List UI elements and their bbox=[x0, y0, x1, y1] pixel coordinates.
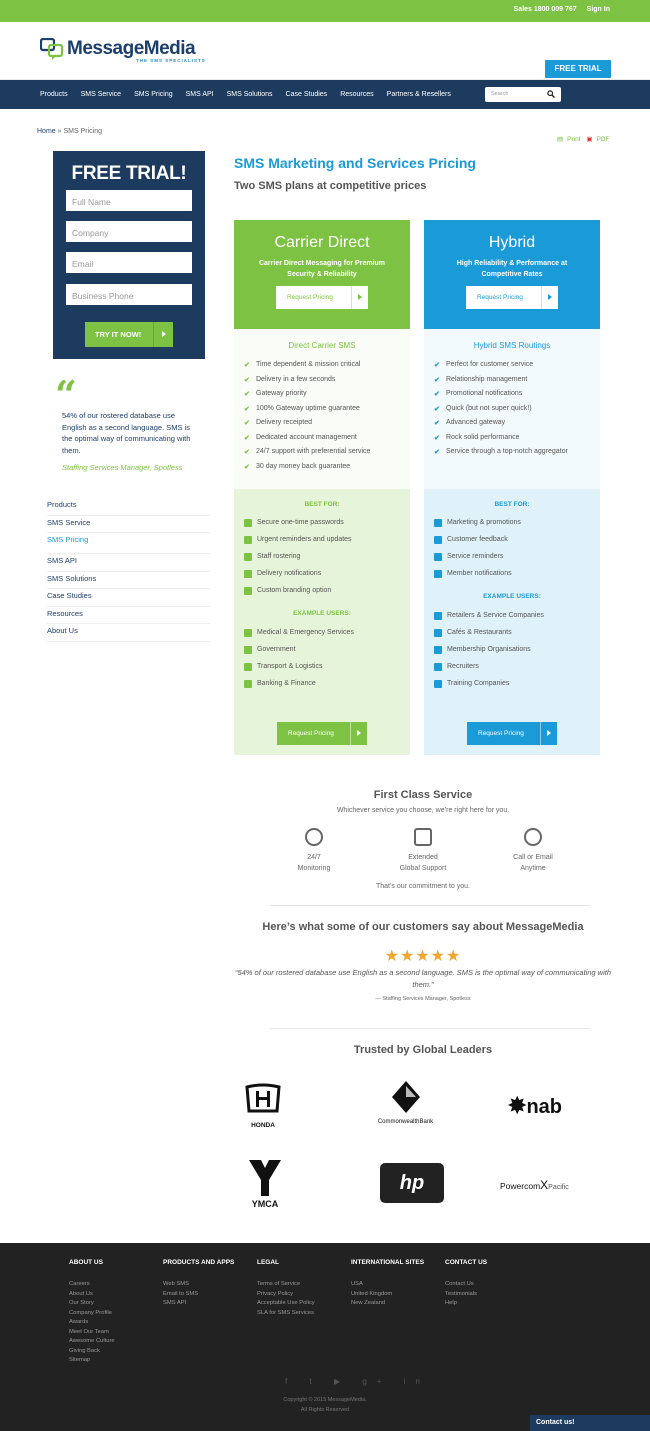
best-for-item bbox=[244, 570, 352, 587]
example-user-text: Government bbox=[257, 646, 296, 653]
footer-column bbox=[257, 1259, 315, 1319]
feature-label: Rock solid performance bbox=[446, 433, 520, 441]
footer-link[interactable]: Web SMS bbox=[163, 1281, 189, 1287]
feature-label: Promotional notifications bbox=[446, 390, 523, 397]
request-pricing-button[interactable] bbox=[277, 722, 367, 745]
membership-icon bbox=[434, 646, 442, 654]
feedback-icon bbox=[434, 536, 442, 544]
footer-column bbox=[69, 1259, 115, 1367]
arrow-right-icon bbox=[153, 322, 173, 347]
footer-link[interactable]: Acceptable Use Policy bbox=[257, 1300, 315, 1306]
example-user-item bbox=[244, 646, 354, 663]
plan-subtitle: Direct Carrier SMS bbox=[288, 341, 356, 350]
footer-column bbox=[163, 1259, 234, 1310]
best-for-text: Service reminders bbox=[447, 553, 504, 560]
check-icon: ✔ bbox=[434, 420, 440, 427]
staff-icon bbox=[244, 553, 252, 561]
best-for-item bbox=[434, 570, 521, 587]
bank-icon bbox=[244, 680, 252, 688]
free-trial-button[interactable]: FREE TRIAL bbox=[545, 60, 611, 78]
breadcrumb-current: SMS Pricing bbox=[63, 128, 102, 135]
best-for-item bbox=[244, 553, 352, 570]
footer-link[interactable]: Help bbox=[445, 1300, 457, 1306]
check-icon: ✔ bbox=[244, 391, 250, 398]
star-rating-icon: ★★★★★ bbox=[384, 948, 462, 965]
example-user-item bbox=[244, 663, 354, 680]
email-field[interactable]: Email bbox=[66, 252, 192, 273]
commbank-text: CommonwealthBank bbox=[377, 1119, 434, 1125]
powercom-text: Powercom bbox=[500, 1181, 541, 1191]
linkedin-icon[interactable]: in bbox=[403, 1377, 430, 1386]
logo-tagline: THE SMS SPECIALISTS bbox=[136, 58, 206, 63]
example-user-text: Banking & Finance bbox=[257, 680, 316, 687]
feature-item bbox=[434, 405, 568, 420]
feature-item bbox=[244, 390, 370, 405]
government-icon bbox=[244, 646, 252, 654]
plan-carrier-direct bbox=[234, 220, 410, 755]
service-line2: Anytime bbox=[520, 865, 546, 872]
check-icon: ✔ bbox=[434, 391, 440, 398]
footer-link[interactable]: Our Story bbox=[69, 1300, 94, 1306]
footer-link[interactable]: Privacy Policy bbox=[257, 1290, 294, 1297]
customers-title: Here’s what some of our customers say about MessageMedia bbox=[262, 921, 584, 933]
megaphone-icon bbox=[434, 519, 442, 527]
customer-quote: “54% of our rostered database use English as a second language. SMS is the optimal way of communicating with them.” bbox=[234, 968, 612, 989]
check-icon: ✔ bbox=[244, 362, 250, 369]
commbank-diamond-icon bbox=[391, 1080, 421, 1114]
plan-name: Hybrid bbox=[488, 234, 536, 251]
service-subtitle: Whichever service you choose, we’re right here for you. bbox=[336, 807, 510, 814]
search-icon[interactable] bbox=[547, 90, 555, 98]
honda-text: HONDA bbox=[251, 1122, 275, 1129]
print-link[interactable]: Print bbox=[567, 136, 581, 143]
pdf-icon[interactable]: ▣ bbox=[586, 136, 593, 143]
nav-item-sms-api[interactable]: SMS API bbox=[185, 91, 214, 98]
contact-us-tab[interactable]: Contact us! bbox=[530, 1415, 650, 1431]
divider bbox=[270, 1028, 590, 1029]
service-item bbox=[383, 828, 463, 874]
nab-text: nab bbox=[526, 1096, 562, 1118]
hp-text: hp bbox=[399, 1172, 425, 1194]
best-for-item bbox=[244, 536, 352, 553]
globe-icon bbox=[414, 828, 432, 846]
full-name-field[interactable]: Full Name bbox=[66, 190, 192, 211]
feature-item bbox=[434, 434, 568, 449]
footer-heading: PRODUCTS AND APPS bbox=[163, 1259, 235, 1266]
powercom-x-icon: X bbox=[540, 1178, 549, 1192]
social-links bbox=[285, 1377, 430, 1386]
example-user-text: Retailers & Service Companies bbox=[447, 612, 544, 619]
feature-label: Time dependent & mission critical bbox=[256, 361, 361, 368]
service-line1: Extended bbox=[408, 854, 438, 861]
page-subtitle: Two SMS plans at competitive prices bbox=[234, 180, 427, 192]
request-pricing-label: Request Pricing bbox=[477, 294, 523, 301]
footer-link[interactable]: Awards bbox=[69, 1319, 89, 1325]
rights-text: All Rights Reserved bbox=[300, 1407, 350, 1413]
feature-label: Service through a top-notch aggregator bbox=[446, 448, 568, 455]
footer-link[interactable]: About Us bbox=[69, 1290, 93, 1297]
ymca-text: YMCA bbox=[251, 1199, 279, 1209]
feature-label: Quick (but not super quick!) bbox=[446, 404, 532, 412]
nav-item-partners[interactable]: Partners & Resellers bbox=[386, 91, 451, 98]
nav-item-products[interactable]: Products bbox=[40, 91, 68, 98]
divider bbox=[270, 905, 590, 906]
request-pricing-label: Request Pricing bbox=[478, 730, 524, 737]
footer-heading: LEGAL bbox=[257, 1259, 280, 1266]
best-for-item bbox=[244, 519, 352, 536]
honda-logo bbox=[243, 1083, 283, 1129]
check-icon: ✔ bbox=[434, 434, 440, 442]
feature-item bbox=[244, 434, 370, 449]
example-user-item bbox=[244, 680, 354, 697]
example-users-label: EXAMPLE USERS: bbox=[483, 593, 541, 600]
example-user-item bbox=[434, 629, 544, 646]
example-user-item bbox=[244, 629, 354, 646]
plan-subtitle: Hybrid SMS Routings bbox=[473, 341, 551, 350]
copyright-text: Copyright © 2015 MessageMedia. bbox=[283, 1397, 367, 1403]
logo-name: MessageMedia bbox=[67, 38, 196, 59]
sidenav-item-resources[interactable]: Resources bbox=[47, 607, 210, 625]
nav-item-case-studies[interactable]: Case Studies bbox=[285, 91, 328, 98]
feature-item bbox=[244, 448, 370, 463]
footer-link[interactable]: Careers bbox=[69, 1281, 90, 1287]
feature-item bbox=[244, 405, 370, 420]
sidenav-item-case-studies[interactable]: Case Studies bbox=[47, 589, 210, 607]
nav-item-sms-solutions[interactable]: SMS Solutions bbox=[226, 91, 273, 98]
example-user-item bbox=[434, 663, 544, 680]
quote-icon: “ bbox=[55, 372, 77, 417]
footer-link[interactable]: Contact Us bbox=[445, 1281, 474, 1287]
footer-link[interactable]: Awesome Culture bbox=[69, 1338, 115, 1344]
nav-item-sms-service[interactable]: SMS Service bbox=[80, 91, 122, 98]
free-trial-title: FREE TRIAL! bbox=[71, 163, 187, 184]
check-icon: ✔ bbox=[244, 420, 250, 427]
example-user-item bbox=[434, 680, 544, 697]
example-users-label: EXAMPLE USERS: bbox=[293, 610, 351, 617]
best-for-text: Urgent reminders and updates bbox=[257, 536, 352, 543]
store-icon bbox=[434, 612, 442, 620]
truck-icon bbox=[244, 663, 252, 671]
request-pricing-button[interactable] bbox=[467, 722, 557, 745]
customer-author: — Staffing Services Manager, Spotless bbox=[375, 996, 471, 1002]
sidenav-item-sms-pricing[interactable]: SMS Pricing bbox=[47, 533, 210, 554]
footer-link[interactable]: Testimonials bbox=[445, 1290, 477, 1297]
request-pricing-button[interactable] bbox=[276, 286, 368, 309]
plan-description: High Reliability & Performance at Competitive Rates bbox=[456, 260, 568, 278]
site-header bbox=[0, 22, 650, 80]
footer-link[interactable]: New Zealand bbox=[351, 1300, 386, 1306]
footer-link[interactable]: Meet Our Team bbox=[69, 1328, 109, 1335]
plan-features bbox=[234, 329, 410, 489]
footer-link[interactable]: Sitemap bbox=[69, 1357, 91, 1363]
delivery-icon bbox=[244, 570, 252, 578]
sidenav-item-sms-api[interactable]: SMS API bbox=[47, 554, 210, 572]
feature-label: Dedicated account management bbox=[256, 433, 357, 441]
feature-label: Delivery in a few seconds bbox=[256, 375, 336, 383]
best-for-text: Delivery notifications bbox=[257, 570, 322, 577]
best-for-item bbox=[434, 553, 521, 570]
commitment-text: That’s our commitment to you. bbox=[375, 883, 471, 890]
check-icon: ✔ bbox=[434, 362, 440, 369]
plan-best-for bbox=[234, 489, 410, 755]
feature-item bbox=[434, 361, 568, 376]
footer-link[interactable]: USA bbox=[351, 1281, 363, 1287]
copyright bbox=[0, 1395, 650, 1415]
google-plus-icon[interactable]: g+ bbox=[362, 1377, 392, 1386]
breadcrumb bbox=[37, 128, 102, 135]
feature-item bbox=[244, 361, 370, 376]
nab-star-icon: ✸ bbox=[508, 1093, 527, 1118]
footer-link[interactable]: United Kingdom bbox=[351, 1290, 393, 1297]
feature-label: 30 day money back guarantee bbox=[256, 462, 351, 470]
best-for-label: BEST FOR: bbox=[494, 501, 530, 508]
trusted-title: Trusted by Global Leaders bbox=[353, 1044, 493, 1056]
plan-description: Carrier Direct Messaging for Premium Security & Reliability bbox=[258, 260, 386, 278]
pen-icon bbox=[244, 587, 252, 595]
service-line2: Global Support bbox=[399, 865, 447, 872]
service-item bbox=[493, 828, 573, 874]
hp-logo bbox=[380, 1163, 444, 1203]
best-for-text: Custom branding option bbox=[257, 587, 332, 594]
sidenav-item-sms-service[interactable]: SMS Service bbox=[47, 516, 210, 534]
feature-label: Delivery receipted bbox=[256, 419, 313, 426]
cafe-icon bbox=[434, 629, 442, 637]
example-user-text: Membership Organisations bbox=[447, 646, 531, 653]
arrow-right-icon bbox=[540, 722, 557, 745]
nab-logo bbox=[499, 1093, 571, 1119]
footer-link[interactable]: Terms of Service bbox=[257, 1281, 301, 1287]
plan-header bbox=[424, 220, 600, 329]
feature-label: Gateway priority bbox=[256, 390, 307, 397]
service-line1: Call or Email bbox=[513, 854, 553, 861]
first-class-service bbox=[234, 789, 612, 814]
search-placeholder: Search bbox=[491, 91, 509, 97]
company-field[interactable]: Company bbox=[66, 221, 192, 242]
free-trial-form bbox=[53, 151, 205, 359]
print-icon[interactable]: ▤ bbox=[557, 136, 564, 143]
sign-in-link[interactable]: Sign In bbox=[586, 6, 610, 13]
top-bar bbox=[0, 0, 650, 22]
sidenav-item-products[interactable]: Products bbox=[47, 498, 210, 516]
example-user-text: Cafés & Restaurants bbox=[447, 629, 512, 636]
plan-header bbox=[234, 220, 410, 329]
feature-item bbox=[434, 376, 568, 391]
business-phone-field[interactable]: Business Phone bbox=[66, 284, 192, 305]
pacific-text: Pacific bbox=[548, 1184, 569, 1191]
feature-label: Relationship management bbox=[446, 375, 528, 383]
page-title: SMS Marketing and Services Pricing bbox=[234, 155, 476, 171]
plan-best-for bbox=[424, 489, 600, 755]
arrow-right-icon bbox=[350, 722, 367, 745]
footer-link[interactable]: Company Profile bbox=[69, 1309, 112, 1316]
feature-item bbox=[434, 419, 568, 434]
arrow-right-icon bbox=[351, 286, 368, 309]
best-for-text: Secure one-time passwords bbox=[257, 519, 344, 526]
main-nav bbox=[0, 80, 650, 109]
feature-item bbox=[434, 390, 568, 405]
youtube-icon[interactable]: ▶ bbox=[333, 1377, 351, 1386]
site-footer bbox=[0, 1243, 650, 1431]
request-pricing-button[interactable] bbox=[466, 286, 558, 309]
breadcrumb-separator: » bbox=[55, 128, 64, 135]
logo[interactable] bbox=[40, 36, 220, 66]
example-user-text: Transport & Logistics bbox=[257, 663, 323, 670]
best-for-text: Staff rostering bbox=[257, 553, 301, 560]
sidenav-item-about-us[interactable]: About Us bbox=[47, 624, 210, 642]
feature-label: Perfect for customer service bbox=[446, 361, 534, 368]
example-user-text: Training Companies bbox=[447, 680, 510, 687]
training-icon bbox=[434, 680, 442, 688]
feature-label: Advanced gateway bbox=[446, 419, 506, 426]
footer-column bbox=[445, 1259, 487, 1310]
check-icon: ✔ bbox=[244, 376, 250, 384]
check-icon: ✔ bbox=[434, 405, 440, 413]
service-item bbox=[274, 828, 354, 874]
feature-item bbox=[434, 448, 568, 463]
best-for-item bbox=[244, 587, 352, 604]
testimonial-author: Staffing Services Manager, Spotless bbox=[62, 463, 183, 472]
testimonial-text: 54% of our rostered database use English as a second language. SMS is the optimal way of communicating with them. bbox=[62, 411, 191, 455]
best-for-text: Member notifications bbox=[447, 570, 512, 577]
ymca-logo bbox=[247, 1158, 283, 1209]
footer-column bbox=[351, 1259, 424, 1310]
powercom-pacific-logo bbox=[500, 1178, 585, 1192]
feature-item bbox=[244, 376, 370, 391]
check-icon: ✔ bbox=[244, 434, 250, 442]
footer-heading: INTERNATIONAL SITES bbox=[351, 1259, 425, 1266]
try-it-now-label: TRY IT NOW! bbox=[95, 330, 142, 339]
request-pricing-label: Request Pricing bbox=[288, 730, 334, 737]
example-user-text: Recruiters bbox=[447, 663, 479, 670]
facebook-icon[interactable]: f bbox=[285, 1377, 298, 1386]
shield-icon bbox=[244, 519, 252, 527]
footer-link[interactable]: Email to SMS bbox=[163, 1290, 199, 1297]
try-it-now-button[interactable] bbox=[85, 322, 173, 347]
example-user-text: Medical & Emergency Services bbox=[257, 629, 354, 636]
arrow-right-icon bbox=[541, 286, 558, 309]
plan-name: Carrier Direct bbox=[274, 234, 370, 251]
breadcrumb-home[interactable]: Home bbox=[37, 128, 56, 135]
alert-icon bbox=[244, 536, 252, 544]
feature-item bbox=[244, 419, 370, 434]
plan-hybrid bbox=[424, 220, 600, 755]
search-input[interactable] bbox=[485, 87, 561, 102]
feature-label: 100% Gateway uptime guarantee bbox=[256, 404, 360, 412]
best-for-text: Marketing & promotions bbox=[447, 519, 521, 526]
check-icon: ✔ bbox=[434, 376, 440, 384]
feature-item bbox=[244, 463, 370, 478]
car-icon bbox=[434, 663, 442, 671]
footer-link[interactable]: Giving Back bbox=[69, 1347, 100, 1354]
best-for-text: Customer feedback bbox=[447, 536, 508, 543]
request-pricing-label: Request Pricing bbox=[287, 294, 333, 301]
sidenav-item-sms-solutions[interactable]: SMS Solutions bbox=[47, 572, 210, 590]
nav-item-resources[interactable]: Resources bbox=[340, 91, 374, 98]
headset-icon bbox=[524, 828, 542, 846]
check-icon: ✔ bbox=[434, 449, 440, 456]
check-icon: ✔ bbox=[244, 449, 250, 456]
plan-features bbox=[424, 329, 600, 489]
side-nav bbox=[47, 498, 210, 642]
best-for-label: BEST FOR: bbox=[304, 501, 340, 508]
pdf-link[interactable]: PDF bbox=[596, 136, 610, 143]
footer-link[interactable]: SLA for SMS Services bbox=[257, 1309, 315, 1316]
honda-mark-icon bbox=[243, 1083, 283, 1117]
print-pdf-tools bbox=[557, 135, 614, 143]
sales-phone-link[interactable]: Sales 1800 009 767 bbox=[513, 6, 577, 13]
clock-icon bbox=[305, 828, 323, 846]
ymca-y-icon bbox=[247, 1158, 283, 1198]
antenna-icon bbox=[434, 570, 442, 578]
twitter-icon[interactable]: t bbox=[309, 1377, 322, 1386]
check-icon: ✔ bbox=[244, 463, 250, 471]
example-user-item bbox=[434, 646, 544, 663]
feature-label: 24/7 support with preferential service bbox=[256, 448, 371, 455]
service-line1: 24/7 bbox=[307, 854, 321, 861]
service-title: First Class Service bbox=[373, 789, 473, 801]
service-line2: Monitoring bbox=[297, 865, 331, 872]
check-icon: ✔ bbox=[244, 405, 250, 413]
example-user-item bbox=[434, 612, 544, 629]
footer-heading: CONTACT US bbox=[445, 1259, 488, 1266]
footer-link[interactable]: SMS API bbox=[163, 1300, 187, 1306]
chat-bubbles-icon bbox=[40, 38, 64, 60]
nav-item-sms-pricing[interactable]: SMS Pricing bbox=[134, 91, 173, 98]
bell-icon bbox=[434, 553, 442, 561]
commonwealth-bank-logo bbox=[368, 1080, 443, 1125]
medical-icon bbox=[244, 629, 252, 637]
best-for-item bbox=[434, 536, 521, 553]
footer-heading: ABOUT US bbox=[69, 1259, 103, 1266]
best-for-item bbox=[434, 519, 521, 536]
